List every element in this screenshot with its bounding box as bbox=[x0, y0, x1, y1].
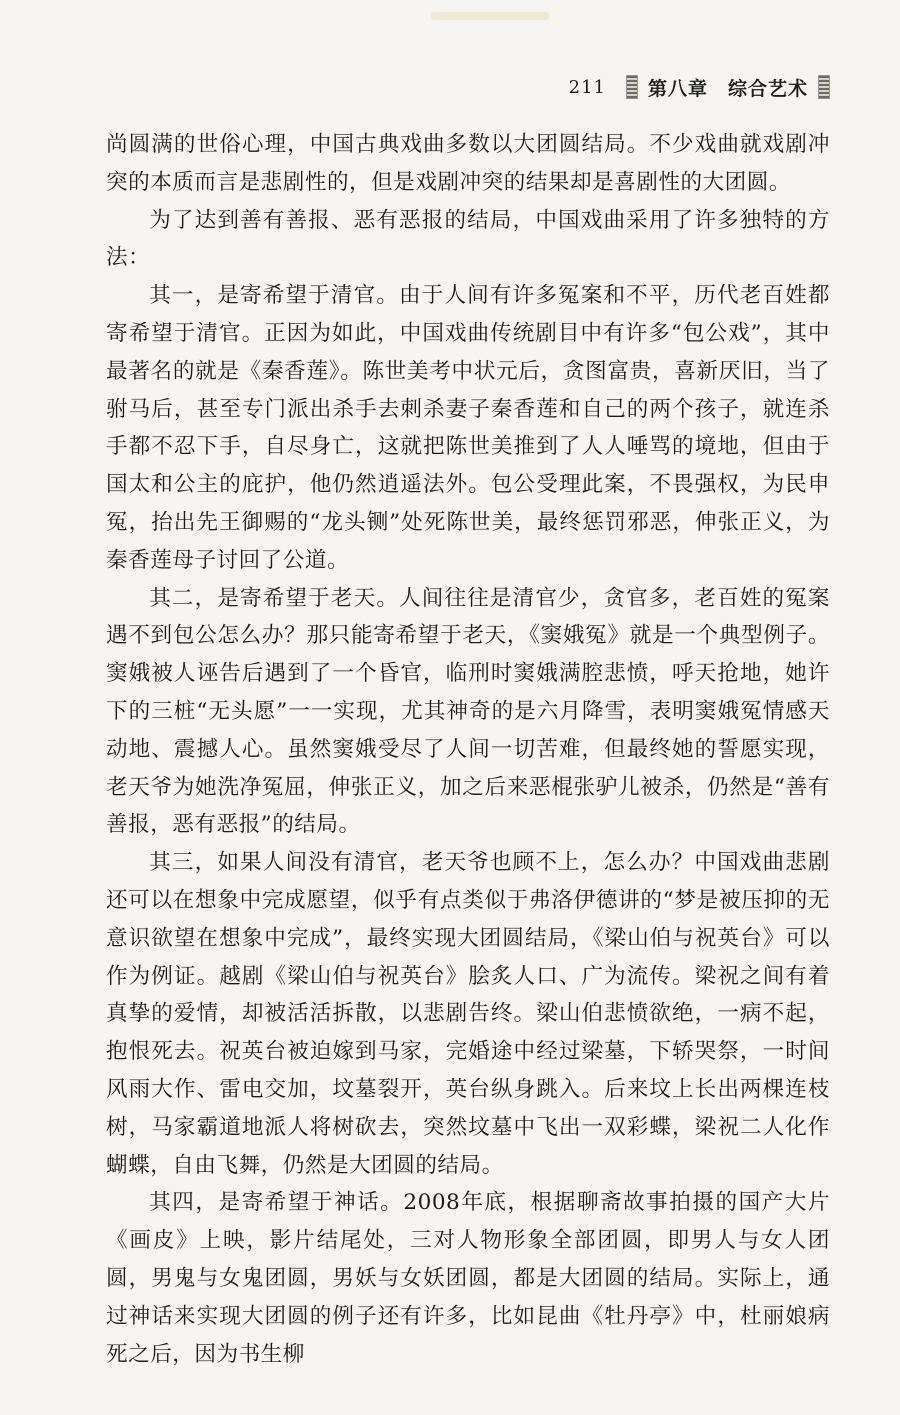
top-edge-decoration bbox=[430, 12, 550, 20]
paragraph-third: 其三，如果人间没有清官，老天爷也顾不上，怎么办？中国戏曲悲剧还可以在想象中完成愿望，似乎有点类似于弗洛伊德讲的“梦是被压抑的无意识欲望在想象中完成”，最终实现大团圆结局，《梁山伯与祝英台》可以作为例证。越剧《梁山伯与祝英台》脍炙人口、广为流传。梁祝之间有着真挚的爱情，却被活活拆散，以悲剧告终。梁山伯悲愤欲绝，一病不起，抱恨死去。祝英台被迫嫁到马家，完婚途中经过梁墓，下轿哭祭，一时间风雨大作、雷电交加，坟墓裂开，英台纵身跳入。后来坟上长出两棵连枝树，马家霸道地派人将树砍去，突然坟墓中飞出一双彩蝶，梁祝二人化作蝴蝶，自由飞舞，仍然是大团圆的结局。 bbox=[106, 850, 830, 1178]
paragraph-second: 其二，是寄希望于老天。人间往往是清官少，贪官多，老百姓的冤案遇不到包公怎么办？那只能寄希望于老天，《窦娥冤》就是一个典型例子。窦娥被人诬告后遇到了一个昏官，临刑时窦娥满腔悲愤，呼天抢地，她许下的三桩“无头愿”一一实现，尤其神奇的是六月降雪，表明窦娥冤情感天动地、震撼人心。虽然窦娥受尽了人间一切苦难，但最终她的誓愿实现，老天爷为她洗净冤屈，伸张正义，加之后来恶棍张驴儿被杀，仍然是“善有善报，恶有恶报”的结局。 bbox=[106, 585, 830, 838]
running-header bbox=[569, 72, 830, 102]
page-number: 211 bbox=[568, 76, 606, 98]
paragraph-intro: 为了达到善有善报、恶有恶报的结局，中国戏曲采用了许多独特的方法： bbox=[106, 207, 830, 271]
paragraph-first: 其一，是寄希望于清官。由于人间有许多冤案和不平，历代老百姓都寄希望于清官。正因为如此，中国戏曲传统剧目中有许多“包公戏”，其中最著名的就是《秦香莲》。陈世美考中状元后，贪图富贵，喜新厌旧，当了驸马后，甚至专门派出杀手去刺杀妻子秦香莲和自己的两个孩子，就连杀手都不忍下手，自尽身亡，这就把陈世美推到了人人唾骂的境地，但由于国太和公主的庇护，他仍然逍遥法外。包公受理此案，不畏强权，为民申冤，抬出先王御赐的“龙头铡”处死陈世美，最终惩罚邪恶，伸张正义，为秦香莲母子讨回了公道。 bbox=[106, 283, 830, 573]
ornament-icon bbox=[818, 75, 830, 99]
ornament-icon bbox=[626, 75, 638, 99]
body-text bbox=[106, 126, 830, 1373]
chapter-title: 第八章 综合艺术 bbox=[647, 77, 808, 100]
paragraph-fourth: 其四，是寄希望于神话。2008年底，根据聊斋故事拍摄的国产大片《画皮》上映，影片结尾处，三对人物形象全部团圆，即男人与女人团圆，男鬼与女鬼团圆，男妖与女妖团圆，都是大团圆的结局。实际上，通过神话来实现大团圆的例子还有许多，比如昆曲《牡丹亭》中，杜丽娘病死之后，因为书生柳 bbox=[106, 1190, 830, 1367]
paragraph-continuation: 尚圆满的世俗心理，中国古典戏曲多数以大团圆结局。不少戏曲就戏剧冲突的本质而言是悲剧性的，但是戏剧冲突的结果却是喜剧性的大团圆。 bbox=[106, 132, 830, 195]
